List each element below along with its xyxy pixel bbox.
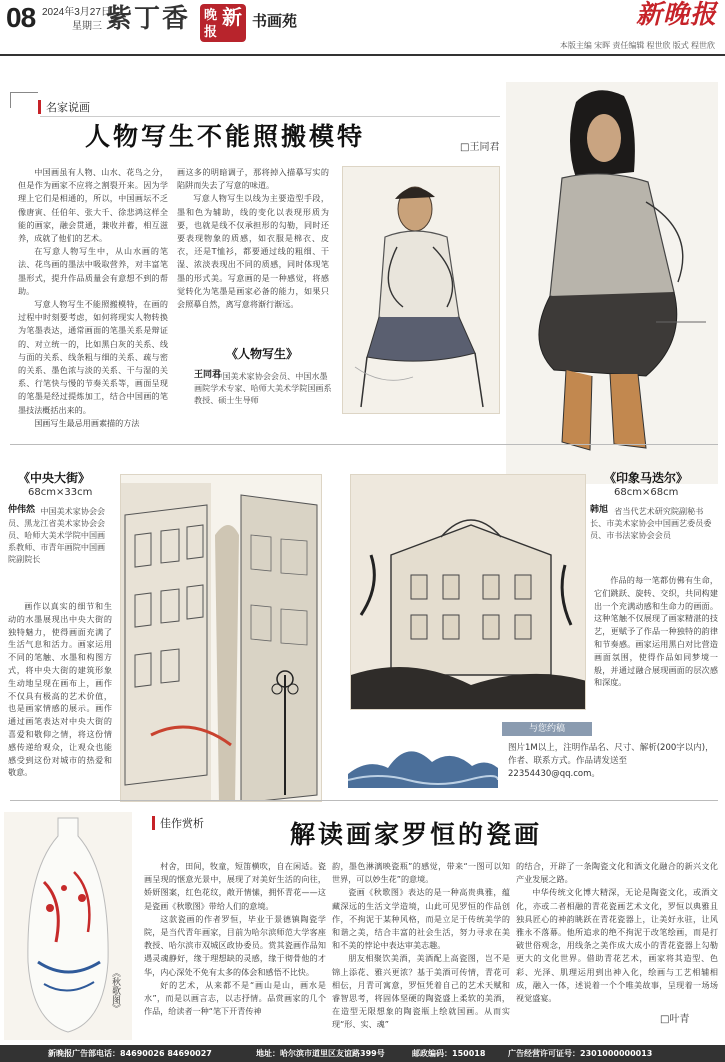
paragraph: 中华传统文化博大精深，无论是陶瓷文化，或酒文化，亦或二者相融的青花瓷画艺术文化，罗恒以典雅且独具匠心的神韵眺跃在青花瓷器上，让美好永驻，让风雅永不落幕。他所追求的绝不拘泥于改笔绘画，而是打破世俗观念，用线条之美作成大成小的青花瓷器上勾勒更大的文化世界。借助青花艺术，画家将其造型、色彩、光泽、肌理运用到出神入化，绘画与工艺相辅相成，融入一体，述说着一个个唯美故事，呈现着一场场视觉盛宴。 [516, 887, 718, 1004]
paragraph: 的结合，开辟了一条陶瓷文化和酒文化融合的新兴文化产业发展之路。 [516, 861, 718, 885]
article-b-column-2 [332, 860, 510, 1032]
artwork-title: 《人物写生》 [226, 347, 299, 361]
section-label-a: 名家说画 [46, 101, 90, 114]
paragraph: 在写意人物写生中，从山水画的笔法、花鸟画的墨法中吸取营养，对丰富笔墨形式，提升作品质量会有意想不到的帮助。 [18, 246, 168, 296]
seated-man-sketch [343, 167, 500, 414]
article-b-column-1 [144, 860, 326, 1018]
footer-address: 地址：哈尔滨市道里区友谊路399号 [256, 1049, 385, 1058]
paragraph: 村舍，田间，牧童，短笛横吹，自在闲适。瓷画呈现的惬意光景中，展现了对美好生活的向往，娇妍图案，红色花纹，敞开情愫，拥怀青花——这是瓷画《秋歌图》带给人们的意境。 [144, 861, 326, 911]
painting-modern-hotel [350, 474, 586, 710]
article-b-title: 解读画家罗恒的瓷画 [290, 820, 543, 849]
artwork-c-title: 《印象马迭尔》 [604, 471, 689, 485]
section-marker [152, 816, 155, 830]
paragraph: 国画写生最忌用画素描的方法 [34, 417, 140, 428]
vase-caption: 《秋歌图》 [110, 968, 120, 1013]
seated-woman-sketch [506, 82, 718, 484]
paragraph: 作品的每一笔都仿佛有生命，它们跳跃、旋转、交织，共同构建出一个充满动感和生命力的画面。这种笔触不仅展现了画家精湛的技艺，更赋予了作品一种独特的韵律和节奏感。画家运用黑白对比营造画面氛围，使得作品如同梦境一般，并通过融合展现画面的层次感和深度。 [594, 575, 718, 688]
artwork-b-review [8, 600, 112, 779]
issue-date: 2024年3月27日 [42, 7, 111, 18]
painting-central-street [120, 474, 322, 802]
notice-illustration [348, 728, 498, 788]
seal-char-2: 新 [222, 5, 242, 29]
seal-char-3: 报 [204, 25, 218, 40]
artist-c-name: 韩旭 [590, 505, 609, 515]
footer-ad-phone: 新晚报广告部电话：84690026 84690027 [48, 1049, 212, 1058]
section-label-b: 佳作赏析 [160, 817, 204, 830]
column-name: 紫丁香 [106, 4, 191, 34]
paragraph: 写意人物写生不能照搬模特，在画的过程中时刻要考虑，如何将现实人物转换为笔墨表达，通常画面的笔墨关系是辩证的、对立统一的，比如黑白灰的关系、线与面的关系、线条粗与细的关系、疏与密的关系、墨色浓与淡的关系、干与湿的关系、行笔快与慢的节奏关系等，画面呈现的笔墨是经过提炼加工，结合中国画的笔墨技法概括出来的。 [18, 299, 168, 415]
mountain-wave-icon [348, 728, 498, 788]
paragraph: 画这多的明暗调子，那将掉入描摹写实的陷阱而失去了写意的味道。 [177, 167, 329, 191]
painting-seated-man [342, 166, 500, 414]
frame-line [10, 92, 11, 108]
modern-hotel-ink [351, 475, 586, 710]
artwork-c-size: 68cm×68cm [614, 487, 679, 498]
masthead-rule [0, 54, 725, 56]
paragraph: 韵，墨色淋漓映瓷瓶”的感觉，带来“一图可以知世界，可以妙生花”的意境。 [332, 861, 510, 885]
paragraph: 好的艺术，从来都不是“画山是山，画水是水”，而是以画言志，以志抒情。品赏画家的几个作品，给读者一种“笔下开青传神 [144, 979, 326, 1017]
sub-column-name: 书画苑 [252, 12, 298, 30]
page-number: 08 [6, 2, 36, 33]
newspaper-seal [200, 4, 246, 42]
artwork-c-review [594, 574, 718, 689]
newspaper-logo: 新晚报 [635, 0, 717, 30]
section-divider [10, 444, 718, 445]
artwork-caption-a [186, 340, 336, 420]
artwork-b-size: 68cm×33cm [28, 487, 93, 498]
artist-bio: 中国美术家协会会员、中国水墨画院学术专家、哈师大美术学院国画系教授、硕士生导师 [194, 371, 332, 405]
editorial-staff: 本版主编 宋晖 责任编辑 程世欣 版式 程世欣 [559, 41, 715, 50]
paragraph: 瓷画《秋歌图》表达的是一种高贵典雅，蕴藏深远的生活文学造境，山此可见罗恒的作品创作，不拘泥于某种风格，而是立足于传统美学的和谐之美，结合丰富的社会生活，努力寻求在美和不美的悖论中表达审美志趣。 [332, 887, 510, 951]
section-rule [40, 116, 500, 117]
article-a-author: □王同君 [460, 142, 500, 153]
seal-char-1: 晚 [204, 8, 218, 23]
artwork-b-title: 《中央大街》 [18, 471, 91, 485]
notice-text: 图片1M以上，注明作品名、尺寸、解析(200字以内)，作者、联系方式。作品请发送至22354430@qq.com。 [508, 743, 714, 779]
article-b-column-3 [516, 860, 718, 1005]
painting-seated-woman [506, 82, 718, 484]
article-b-author: □叶青 [660, 1014, 690, 1025]
paragraph: 这款瓷画的作者罗恒，毕业于景德镇陶瓷学院，是当代青年画家，目前为哈尔滨师范大学客座教授、哈尔滨市双城区政协委员。赏其瓷画作品知遇灵魂静好，缘于理想缺的灵感，缘于彻骨他的才华，内心深处不免有太多的体会和感悟不比快。 [144, 913, 326, 977]
section-marker [38, 100, 41, 114]
article-a-column-1 [18, 166, 168, 430]
artist-name: 王同君 [194, 370, 222, 380]
paragraph: 中国画虽有人物、山水、花鸟之分，但是作为画家不应将之割裂开来。因为学理上它们是相通的，所以，中国画坛不乏像唐寅、任伯年、张大千、徐悲鸿这样全能的画家，融会贯通，兼收并蓄，相互滋养，成就了他们的艺术。 [18, 167, 168, 244]
article-a-column-2 [177, 166, 329, 311]
artist-c-bio: 省当代艺术研究院副秘书长、市美术家协会中国画艺委员委员、市书法家协会会员 [590, 506, 712, 540]
frame-line [10, 92, 38, 93]
artist-b-bio: 中国美术家协会会员、黑龙江省美术家协会会员、哈师大美术学院中国画系教师、市青年画院中国画院副院长 [8, 506, 106, 564]
article-a-title: 人物写生不能照搬模特 [85, 122, 366, 151]
footer-postcode: 邮政编码：150018 [412, 1049, 486, 1058]
footer-bar [0, 1045, 725, 1062]
central-street-ink [121, 475, 322, 802]
notice-heading: 与您约稿 [502, 722, 592, 736]
paragraph: 写意人物写生以线为主要造型手段，墨和色为辅助，线的变化以表现形质为要，也就是线不仅承担形的勾勒，同时还要表现物象的质感，如衣服是棉衣、皮衣，还是T恤衫，都要通过线的粗细、干湿、浓淡表现出不同的质感，同时体现笔墨的形式美。写意画的是一种感觉，将感觉转化为笔墨是画家必备的能力，如果只会照摹自然，离写意将渐行渐远。 [177, 193, 329, 310]
issue-weekday: 星期三 [72, 21, 102, 32]
footer-license: 广告经营许可证号：2301000000013 [508, 1049, 653, 1058]
paragraph: 朋友相聚饮美酒，美酒配上高瓷图，岂不是锦上添花、雅兴更浓？基于美酒可传情，青花可相伝，月青可寓意，罗恒凭着自己的艺术天赋和睿智思考，将固体坚硬的陶瓷盛上柔软的美酒，在造型无限想象的陶瓷瓶上绘就国画。从而实现“形、实、魂” [332, 953, 510, 1030]
paragraph: 画作以真实的细节和生动的水墨展现出中央大街的独特魅力，使得画面充满了生活气息和活力。画家运用不同的笔触、水墨和构图方式，将中央大街的建筑形象生动地呈现在画布上，画作不仅具有极高的艺术价值，也是画家情感的展示。画作通过画笔表达对中央大街的喜爱和敬仰之情，将这份情感传递给观众，让观众也能感受到这份对城市的热爱和敬意。 [8, 601, 112, 778]
section-divider [10, 800, 718, 801]
artist-b-name: 仲伟然 [8, 505, 36, 515]
